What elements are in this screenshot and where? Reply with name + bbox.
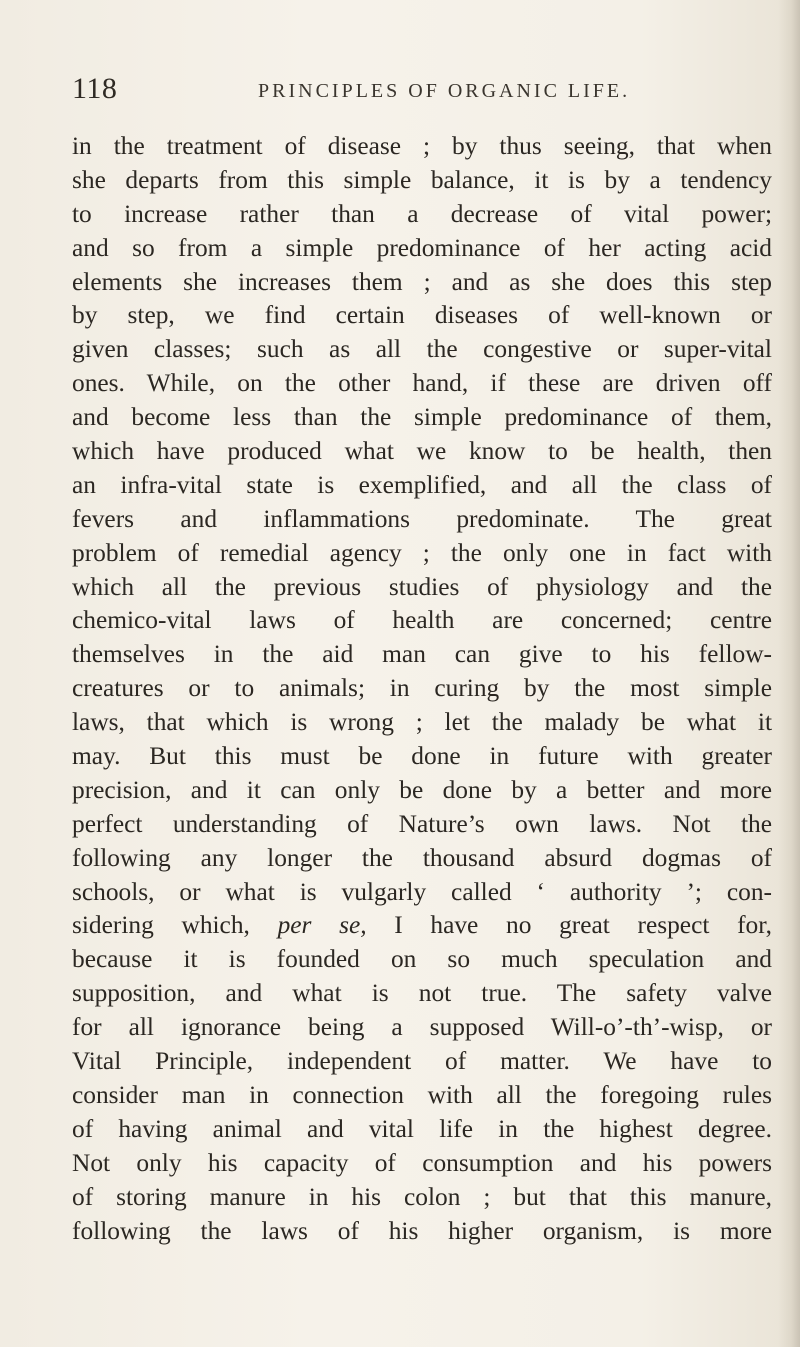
text-line: and so from a simple predominance of her acting acid — [72, 233, 772, 262]
text-line: which all the previous studies of physiology and the — [72, 572, 772, 601]
text-line: ones. While, on the other hand, if these are driven off — [72, 369, 772, 398]
text-line: to increase rather than a decrease of vital power; — [72, 199, 772, 228]
text-line: which have produced what we know to be health, then — [72, 437, 772, 466]
text-line: precision, and it can only be done by a better and more — [72, 775, 772, 804]
text-line: by step, we find certain diseases of well-known or — [72, 301, 772, 330]
text-line: of storing manure in his colon ; but that this manure, — [72, 1182, 772, 1211]
text-line: problem of remedial agency ; the only one in fact with — [72, 538, 772, 567]
running-head: PRINCIPLES OF ORGANIC LIFE. — [258, 80, 631, 102]
text-line: and become less than the simple predominance of them, — [72, 403, 772, 432]
italic-phrase: per se, — [277, 911, 367, 940]
text-line: creatures or to animals; in curing by the most simple — [72, 674, 772, 703]
page-number: 118 — [72, 72, 118, 105]
text-line: perfect understanding of Nature’s own laws. Not the — [72, 809, 772, 838]
text-line: an infra-vital state is exemplified, and all the class of — [72, 470, 772, 499]
text-line: Not only his capacity of consumption and his powers — [72, 1148, 772, 1177]
page-header — [72, 72, 712, 108]
text-line: in the treatment of disease ; by thus seeing, that when — [72, 132, 772, 160]
text-segment: sidering which, — [72, 911, 278, 940]
text-line: may. But this must be done in future with greater — [72, 742, 772, 771]
text-line: themselves in the aid man can give to his fellow- — [72, 640, 772, 669]
text-line: of having animal and vital life in the highest degree. — [72, 1114, 772, 1143]
text-line: following any longer the thousand absurd dogmas of — [72, 843, 772, 872]
text-line: following the laws of his higher organism, is more — [72, 1216, 772, 1245]
text-line: elements she increases them ; and as she does this step — [72, 267, 772, 296]
text-line: for all ignorance being a supposed Will-o’-th’-wisp, or — [72, 1013, 772, 1042]
text-line: fevers and inflammations predominate. The great — [72, 504, 772, 533]
text-line: consider man in connection with all the foregoing rules — [72, 1080, 772, 1109]
body-text — [72, 130, 772, 1248]
text-segment: I have no great respect for, — [366, 911, 772, 940]
text-line: chemico-vital laws of health are concerned; centre — [72, 606, 772, 635]
text-line: laws, that which is wrong ; let the malady be what it — [72, 708, 772, 737]
page-edge-shadow — [778, 0, 800, 1347]
text-line-with-italic — [72, 909, 772, 943]
text-line: Vital Principle, independent of matter. We have to — [72, 1047, 772, 1076]
text-line: she departs from this simple balance, it is by a tendency — [72, 165, 772, 194]
text-line: schools, or what is vulgarly called ‘ authority ’; con- — [72, 877, 772, 906]
text-line: given classes; such as all the congestive or super-vital — [72, 335, 772, 364]
text-line: because it is founded on so much speculation and — [72, 945, 772, 974]
text-line: supposition, and what is not true. The safety valve — [72, 979, 772, 1008]
